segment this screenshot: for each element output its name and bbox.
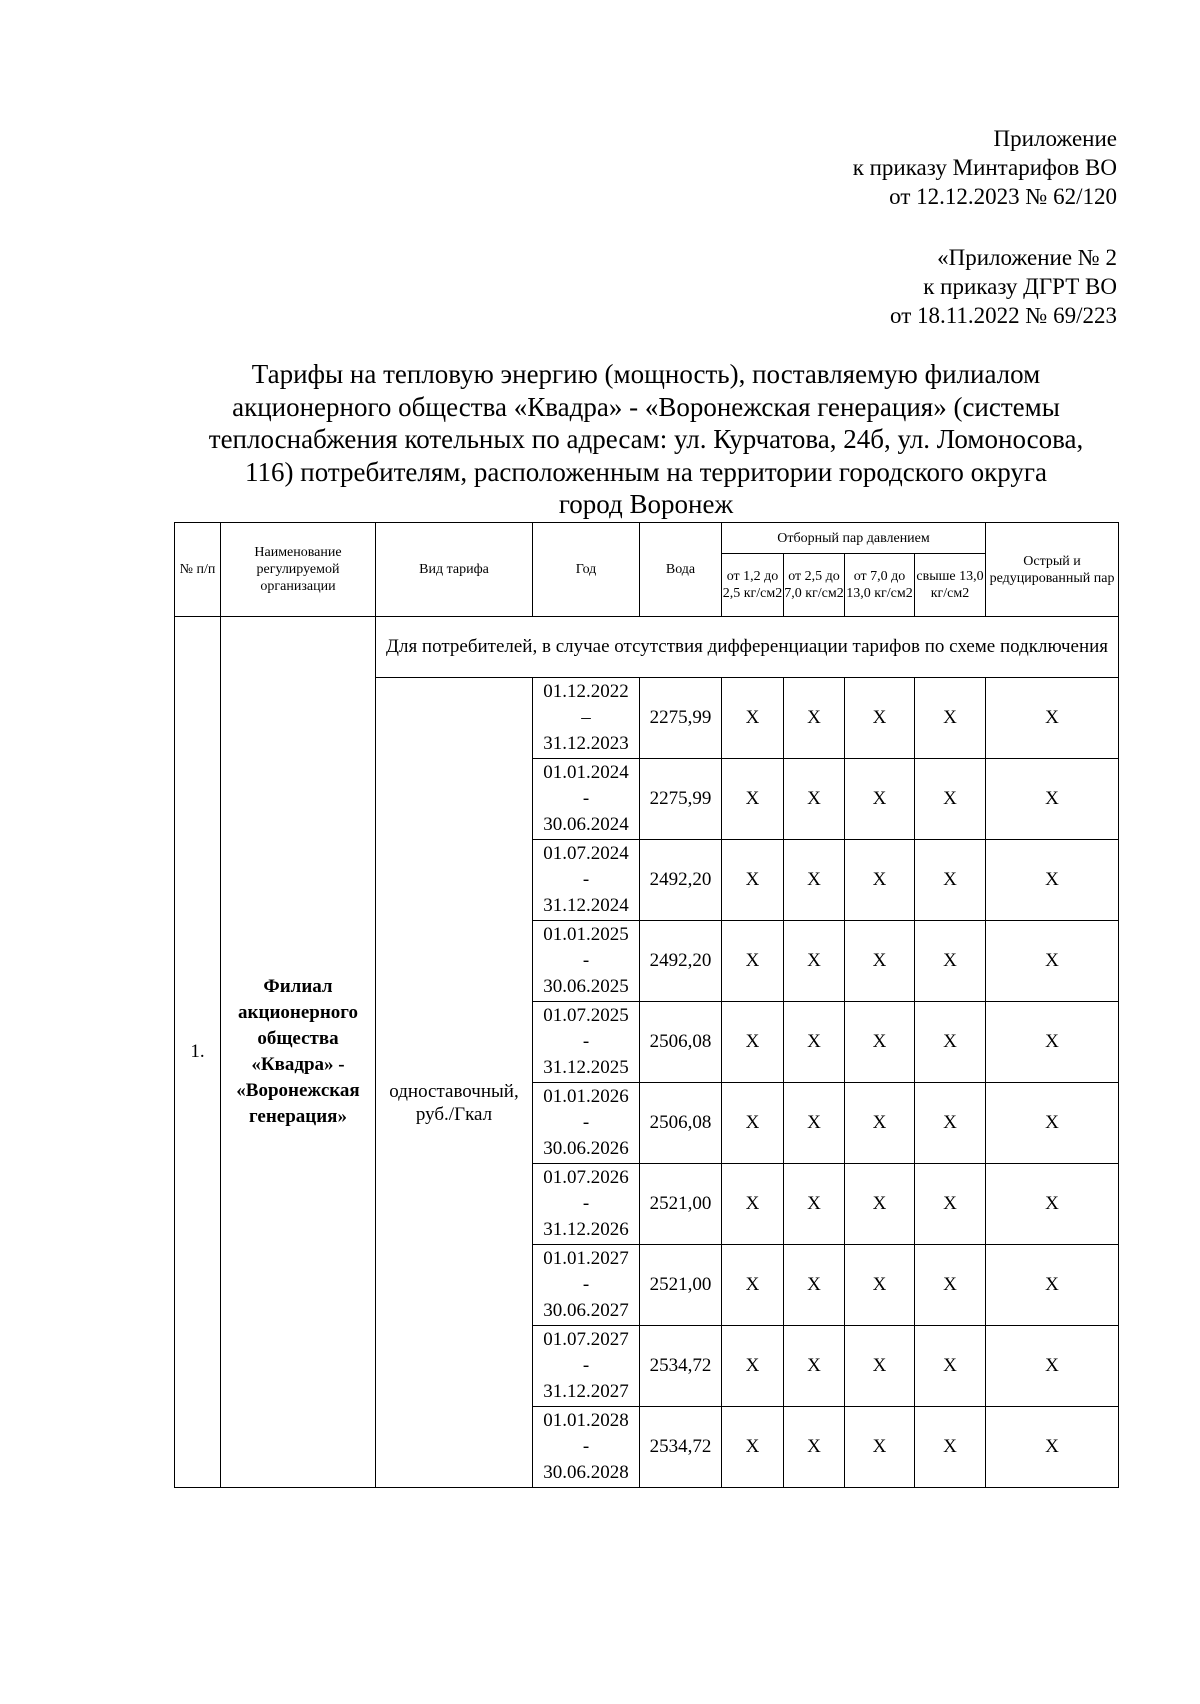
period-cell — [533, 840, 640, 921]
steam-tariff-sharp: X — [986, 678, 1119, 759]
steam-tariff-s3: X — [845, 921, 915, 1002]
period-to: 31.12.2023 — [543, 733, 629, 754]
steam-tariff-s4: X — [915, 1164, 986, 1245]
steam-tariff-s1: X — [722, 921, 784, 1002]
water-tariff: 2506,08 — [640, 1002, 722, 1083]
water-tariff: 2492,20 — [640, 921, 722, 1002]
steam-tariff-sharp: X — [986, 1002, 1119, 1083]
period-to: 30.06.2028 — [543, 1462, 629, 1483]
steam-tariff-s1: X — [722, 759, 784, 840]
steam-tariff-sharp: X — [986, 759, 1119, 840]
steam-tariff-sharp: X — [986, 1164, 1119, 1245]
org-name: Филиал акционерного общества «Квадра» - «Воронежская генерация» — [221, 617, 376, 1488]
steam-tariff-s3: X — [845, 1407, 915, 1488]
document-title — [174, 358, 1118, 521]
period-cell — [533, 1326, 640, 1407]
header-tariff-type: Вид тарифа — [376, 523, 533, 617]
steam-tariff-s2: X — [784, 1407, 845, 1488]
steam-tariff-s4: X — [915, 1002, 986, 1083]
steam-tariff-s4: X — [915, 1326, 986, 1407]
steam-tariff-s1: X — [722, 1407, 784, 1488]
period-from: 01.07.2025 — [543, 1005, 629, 1026]
steam-tariff-s4: X — [915, 678, 986, 759]
period-separator: - — [582, 1436, 590, 1457]
header-year: Год — [533, 523, 640, 617]
water-tariff: 2275,99 — [640, 678, 722, 759]
period-to: 31.12.2025 — [543, 1057, 629, 1078]
period-separator: - — [582, 950, 590, 971]
steam-tariff-s1: X — [722, 840, 784, 921]
period-cell — [533, 1245, 640, 1326]
header-steam-4: свыше 13,0 кг/см2 — [915, 554, 986, 617]
steam-tariff-s3: X — [845, 759, 915, 840]
period-from: 01.12.2022 — [543, 681, 629, 702]
water-tariff: 2521,00 — [640, 1164, 722, 1245]
steam-tariff-s2: X — [784, 921, 845, 1002]
period-from: 01.01.2025 — [543, 924, 629, 945]
steam-tariff-s1: X — [722, 1245, 784, 1326]
header-steam-3: от 7,0 до 13,0 кг/см2 — [845, 554, 915, 617]
steam-tariff-s1: X — [722, 1164, 784, 1245]
steam-tariff-s4: X — [915, 1083, 986, 1164]
steam-tariff-s3: X — [845, 840, 915, 921]
header-line: к приказу ДГРТ ВО — [923, 274, 1117, 299]
steam-tariff-s3: X — [845, 1002, 915, 1083]
header-steam-group: Отборный пар давлением — [722, 523, 986, 554]
period-separator: - — [582, 869, 590, 890]
header-line: к приказу Минтарифов ВО — [852, 155, 1117, 180]
period-from: 01.01.2024 — [543, 762, 629, 783]
period-from: 01.01.2027 — [543, 1248, 629, 1269]
period-to: 31.12.2024 — [543, 895, 629, 916]
steam-tariff-s4: X — [915, 840, 986, 921]
steam-tariff-s3: X — [845, 1245, 915, 1326]
steam-tariff-s4: X — [915, 1245, 986, 1326]
period-cell — [533, 1002, 640, 1083]
steam-tariff-s3: X — [845, 1083, 915, 1164]
appendix-header — [853, 124, 1117, 211]
period-cell — [533, 1164, 640, 1245]
steam-tariff-sharp: X — [986, 1245, 1119, 1326]
header-num: № п/п — [175, 523, 221, 617]
title-line: город Воронеж — [558, 489, 734, 519]
section-label: Для потребителей, в случае отсутствия дифференциации тарифов по схеме подключения — [376, 617, 1119, 678]
header-org: Наименование регулируемой организации — [221, 523, 376, 617]
title-line: акционерного общества «Квадра» - «Воронежская генерация» (системы — [232, 391, 1060, 422]
header-line: от 18.11.2022 № 69/223 — [890, 303, 1117, 328]
steam-tariff-s2: X — [784, 759, 845, 840]
period-separator: - — [582, 1031, 590, 1052]
period-to: 31.12.2027 — [543, 1381, 629, 1402]
period-separator: - — [582, 1274, 590, 1295]
steam-tariff-s2: X — [784, 1164, 845, 1245]
period-cell — [533, 759, 640, 840]
steam-tariff-sharp: X — [986, 1407, 1119, 1488]
period-from: 01.01.2026 — [543, 1086, 629, 1107]
period-cell — [533, 1083, 640, 1164]
steam-tariff-s2: X — [784, 1083, 845, 1164]
tariff-type: одноставочный, руб./Гкал — [376, 678, 533, 1488]
period-separator: - — [582, 788, 590, 809]
steam-tariff-s3: X — [845, 1164, 915, 1245]
period-separator: - — [582, 1112, 590, 1133]
period-to: 30.06.2027 — [543, 1300, 629, 1321]
period-cell — [533, 921, 640, 1002]
water-tariff: 2506,08 — [640, 1083, 722, 1164]
tariff-table — [174, 522, 1119, 1488]
water-tariff: 2521,00 — [640, 1245, 722, 1326]
steam-tariff-s4: X — [915, 921, 986, 1002]
period-from: 01.01.2028 — [543, 1410, 629, 1431]
steam-tariff-s2: X — [784, 1326, 845, 1407]
header-line: от 12.12.2023 № 62/120 — [889, 184, 1117, 209]
period-separator: - — [582, 1193, 590, 1214]
steam-tariff-s1: X — [722, 678, 784, 759]
steam-tariff-sharp: X — [986, 1083, 1119, 1164]
period-to: 30.06.2024 — [543, 814, 629, 835]
water-tariff: 2275,99 — [640, 759, 722, 840]
steam-tariff-s1: X — [722, 1083, 784, 1164]
period-from: 01.07.2027 — [543, 1329, 629, 1350]
period-separator: - — [582, 1355, 590, 1376]
steam-tariff-s2: X — [784, 840, 845, 921]
title-line: 116) потребителям, расположенным на территории городского округа — [245, 456, 1047, 487]
water-tariff: 2492,20 — [640, 840, 722, 921]
steam-tariff-sharp: X — [986, 840, 1119, 921]
water-tariff: 2534,72 — [640, 1326, 722, 1407]
period-from: 01.07.2026 — [543, 1167, 629, 1188]
steam-tariff-s4: X — [915, 1407, 986, 1488]
steam-tariff-s4: X — [915, 759, 986, 840]
period-cell — [533, 678, 640, 759]
steam-tariff-s1: X — [722, 1326, 784, 1407]
header-sharp-steam: Острый и редуцированный пар — [986, 523, 1119, 617]
steam-tariff-s2: X — [784, 1245, 845, 1326]
header-steam-2: от 2,5 до 7,0 кг/см2 — [784, 554, 845, 617]
steam-tariff-s3: X — [845, 678, 915, 759]
period-to: 30.06.2026 — [543, 1138, 629, 1159]
header-line: Приложение — [993, 126, 1117, 151]
water-tariff: 2534,72 — [640, 1407, 722, 1488]
header-line: «Приложение № 2 — [937, 245, 1117, 270]
steam-tariff-sharp: X — [986, 1326, 1119, 1407]
steam-tariff-s1: X — [722, 1002, 784, 1083]
period-from: 01.07.2024 — [543, 843, 629, 864]
steam-tariff-s3: X — [845, 1326, 915, 1407]
steam-tariff-s2: X — [784, 1002, 845, 1083]
period-to: 31.12.2026 — [543, 1219, 629, 1240]
appendix-header-2 — [890, 243, 1117, 330]
period-separator: – — [581, 707, 591, 728]
header-steam-1: от 1,2 до 2,5 кг/см2 — [722, 554, 784, 617]
header-water: Вода — [640, 523, 722, 617]
period-to: 30.06.2025 — [543, 976, 629, 997]
row-number: 1. — [175, 617, 221, 1488]
period-cell — [533, 1407, 640, 1488]
title-line: Тарифы на тепловую энергию (мощность), поставляемую филиалом — [251, 359, 1041, 389]
title-line: теплоснабжения котельных по адресам: ул. Курчатова, 24б, ул. Ломоносова, — [208, 424, 1084, 454]
steam-tariff-sharp: X — [986, 921, 1119, 1002]
steam-tariff-s2: X — [784, 678, 845, 759]
